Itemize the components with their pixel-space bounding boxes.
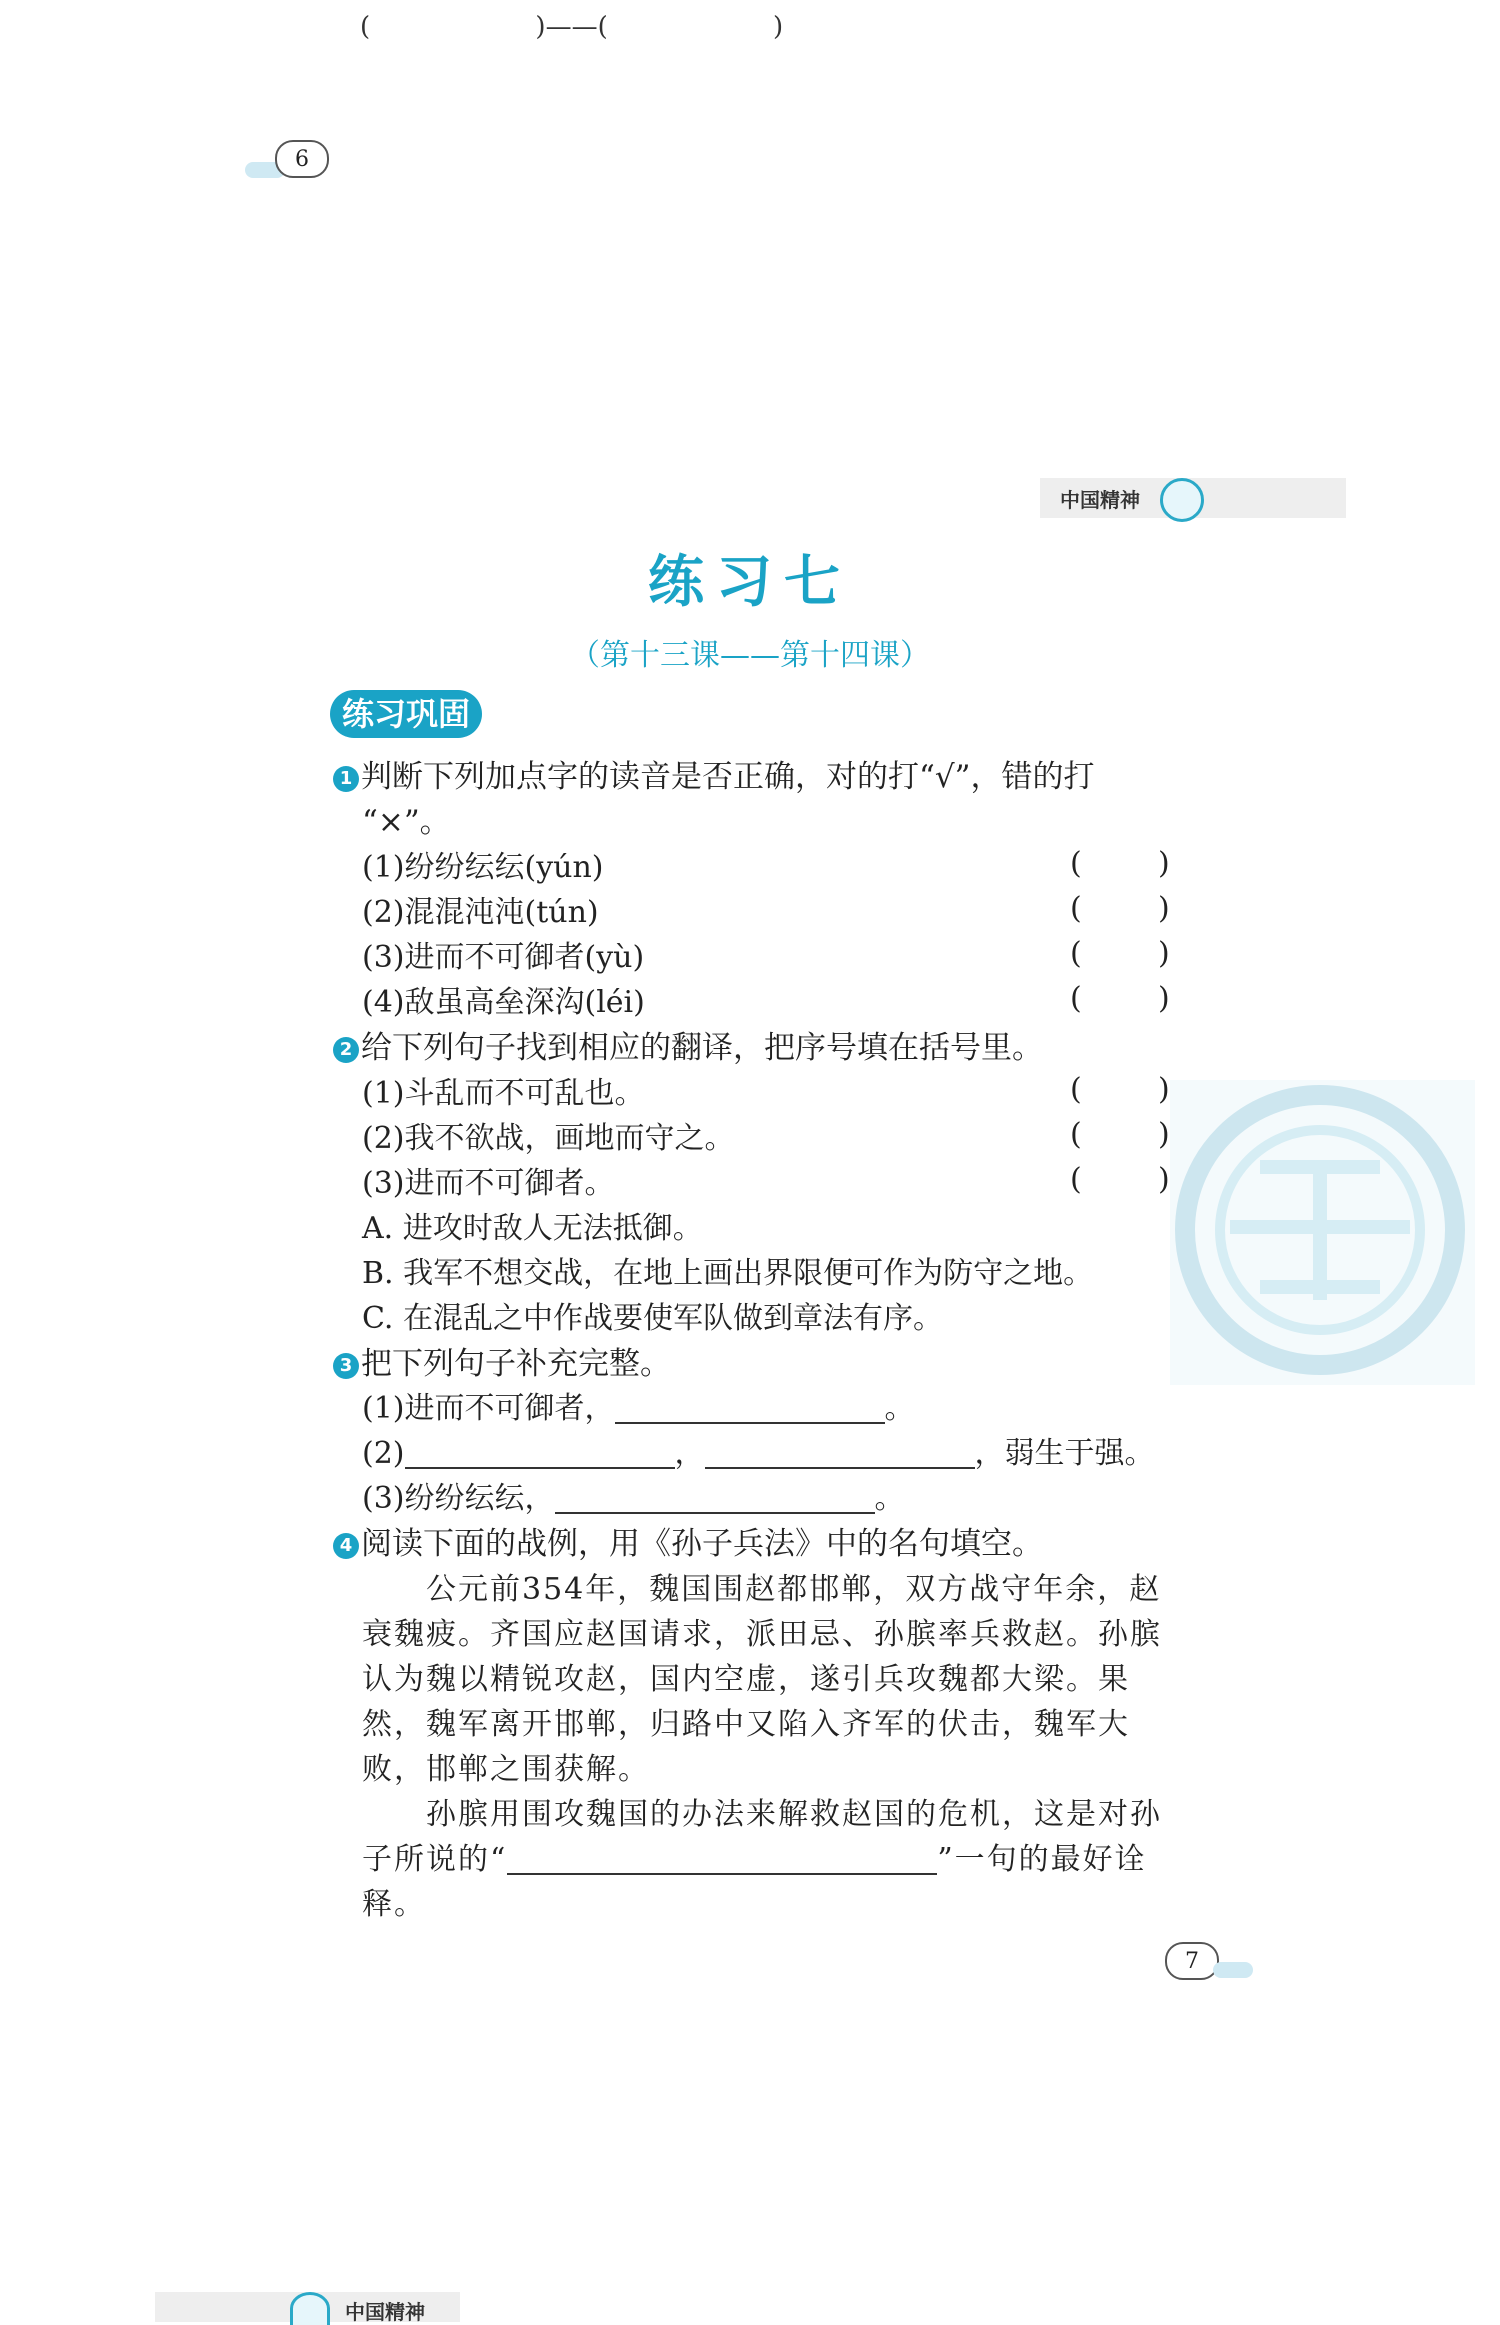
question-text: 判断下列加点字的读音是否正确，对的打“√”，错的打 bbox=[361, 759, 1095, 795]
comma: ， bbox=[674, 1436, 705, 1471]
period: 。 bbox=[874, 1481, 905, 1516]
period: 。 bbox=[884, 1391, 915, 1426]
q2-item-3: (3)进而不可御者。 bbox=[362, 1166, 615, 1201]
q3-item-3 bbox=[362, 1477, 905, 1521]
q3-item-1 bbox=[362, 1387, 915, 1431]
next-page-header-label: 中国精神 bbox=[345, 2300, 425, 2324]
question-1 bbox=[333, 755, 1094, 799]
q1-item-1: (1)纷纷纭纭(yún) bbox=[362, 850, 604, 885]
answer-paren[interactable]: ( ) bbox=[1070, 846, 1170, 881]
answer-paren[interactable]: ( ) bbox=[1070, 891, 1170, 926]
answer-paren[interactable]: ( ) bbox=[1070, 1072, 1170, 1107]
fill-blank[interactable] bbox=[555, 1484, 875, 1514]
cloud-icon bbox=[1213, 1962, 1253, 1978]
q3-item-1-text: (1)进而不可御者， bbox=[362, 1391, 615, 1426]
question-3 bbox=[333, 1342, 671, 1386]
question-text: 阅读下面的战例，用《孙子兵法》中的名句填空。 bbox=[361, 1526, 1043, 1562]
previous-page-fragment: ( )——( ) bbox=[360, 12, 784, 42]
answer-paren[interactable]: ( ) bbox=[1070, 936, 1170, 971]
question-number-badge: 1 bbox=[333, 766, 359, 792]
answer-paren[interactable]: ( ) bbox=[1070, 1117, 1170, 1152]
question-2 bbox=[333, 1026, 1043, 1070]
q2-item-2: (2)我不欲战，画地而守之。 bbox=[362, 1121, 735, 1156]
horse-emblem-icon bbox=[1160, 478, 1204, 522]
fill-blank[interactable] bbox=[615, 1394, 885, 1424]
question-1-line2: “×”。 bbox=[362, 804, 451, 840]
fill-blank[interactable] bbox=[507, 1845, 937, 1875]
fill-blank[interactable] bbox=[405, 1439, 675, 1469]
ornament-icon bbox=[1170, 1080, 1475, 1385]
q2-item-1: (1)斗乱而不可乱也。 bbox=[362, 1076, 645, 1111]
horse-emblem-icon bbox=[290, 2292, 330, 2325]
q2-option-a: A. 进攻时敌人无法抵御。 bbox=[362, 1211, 703, 1246]
q3-item-2-prefix: (2) bbox=[362, 1436, 405, 1471]
question-4 bbox=[333, 1522, 1043, 1566]
question-number-badge: 2 bbox=[333, 1037, 359, 1063]
lesson-range-subtitle: （第十三课——第十四课） bbox=[570, 638, 930, 673]
answer-paren[interactable]: ( ) bbox=[1070, 981, 1170, 1016]
q1-item-3: (3)进而不可御者(yù) bbox=[362, 940, 645, 975]
header-label: 中国精神 bbox=[1060, 488, 1140, 512]
conclusion-part2: ”一句的最好诠释。 bbox=[362, 1842, 1147, 1922]
page-number: 7 bbox=[1165, 1942, 1219, 1980]
q3-item-3-text: (3)纷纷纭纭， bbox=[362, 1481, 555, 1516]
q1-item-4: (4)敌虽高垒深沟(léi) bbox=[362, 985, 645, 1020]
section-label: 练习巩固 bbox=[330, 690, 482, 738]
exercise-title: 练习七 bbox=[648, 550, 852, 615]
question-text: 给下列句子找到相应的翻译，把序号填在括号里。 bbox=[361, 1030, 1043, 1066]
fill-blank[interactable] bbox=[705, 1439, 975, 1469]
battle-passage: 公元前354年，魏国围赵都邯郸，双方战守年余，赵衰魏疲。齐国应赵国请求，派田忌、孙膑率兵救赵。孙膑认为魏以精锐攻赵，国内空虚，遂引兵攻魏都大梁。果然，魏军离开邯郸，归路中又陷入齐军的伏击，魏军大败，邯郸之围获解。 bbox=[362, 1572, 1162, 1787]
conclusion-paragraph bbox=[362, 1792, 1168, 1927]
q3-item-2 bbox=[362, 1432, 1155, 1476]
q2-option-c: C. 在混乱之中作战要使军队做到章法有序。 bbox=[362, 1301, 943, 1336]
answer-paren[interactable]: ( ) bbox=[1070, 1162, 1170, 1197]
conclusion-part1: 孙膑用围攻魏国的办法来解救赵国的危机，这是对孙子所说的“ bbox=[362, 1797, 1162, 1877]
q1-item-2: (2)混混沌沌(tún) bbox=[362, 895, 599, 930]
question-text: 把下列句子补充完整。 bbox=[361, 1346, 671, 1382]
q2-option-b: B. 我军不想交战，在地上画出界限便可作为防守之地。 bbox=[362, 1256, 1094, 1291]
q3-item-2-suffix: ，弱生于强。 bbox=[974, 1436, 1155, 1471]
prev-page-number: 6 bbox=[275, 140, 329, 178]
question-number-badge: 4 bbox=[333, 1533, 359, 1559]
decorative-pattern bbox=[1170, 1080, 1475, 1385]
question-number-badge: 3 bbox=[333, 1353, 359, 1379]
